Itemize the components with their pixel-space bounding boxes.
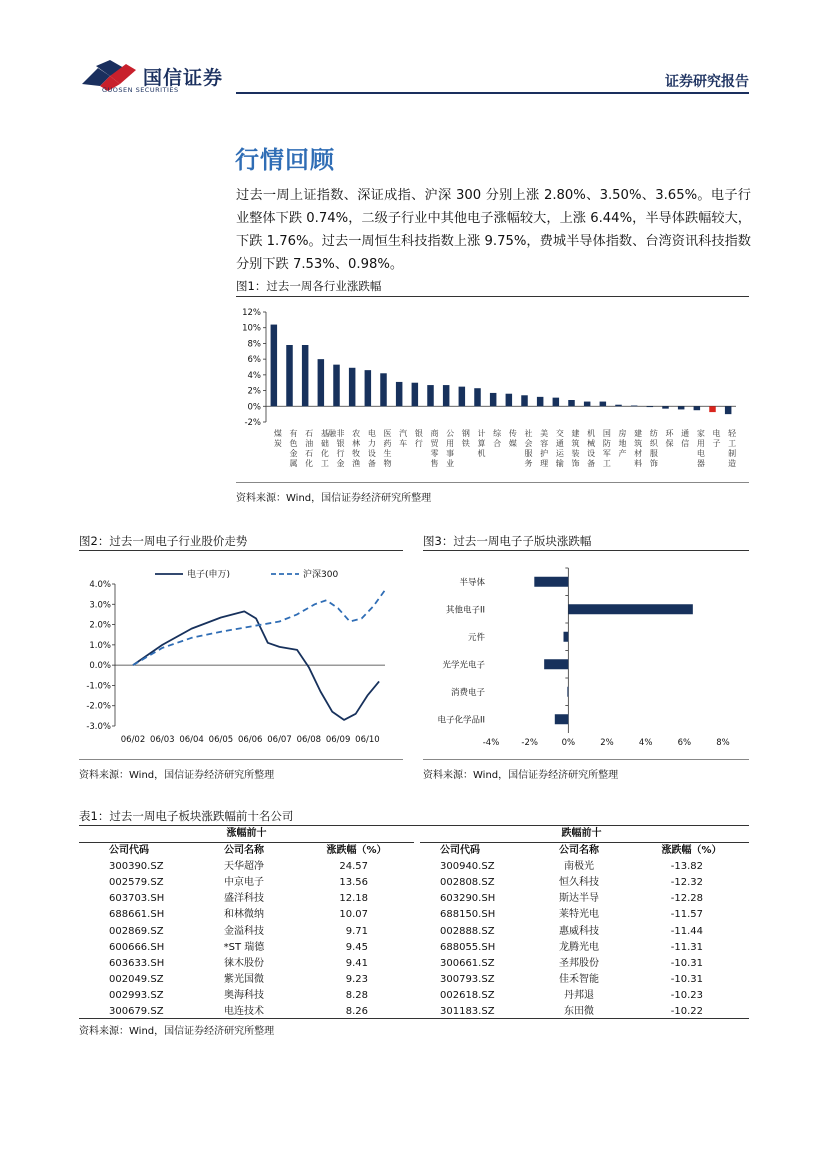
- category-label: 半导体: [459, 577, 485, 588]
- bar: [506, 394, 513, 407]
- table-row: [79, 940, 749, 956]
- x-category-char: 物: [383, 459, 392, 468]
- figure3-chart: [423, 556, 749, 756]
- bar: [380, 373, 387, 406]
- x-category-char: 药: [383, 439, 392, 448]
- x-category-char: 电: [712, 429, 721, 438]
- table-cell: 龙腾光电: [559, 941, 599, 953]
- table-cell: 24.57: [339, 861, 368, 873]
- x-category-char: 料: [634, 459, 643, 468]
- table1: [79, 826, 749, 1020]
- table-row: [79, 972, 749, 988]
- figure3-top-rule: [423, 550, 749, 551]
- x-category-char: 信: [681, 439, 690, 448]
- figure1-top-rule: [236, 296, 749, 297]
- col-header: 涨跌幅（%）: [661, 845, 722, 857]
- col-header: 公司代码: [440, 845, 480, 857]
- x-category-char: 金: [336, 459, 345, 468]
- table-row: [79, 988, 749, 1004]
- summary-paragraph: 过去一周上证指数、深证成指、沪深 300 分别上涨 2.80%、3.50%、3.65%。电子行业整体下跌 0.74%，二级子行业中其他电子涨幅较大，上涨 6.44%，半导体跌幅较大，下跌 1.76%。过去一周恒生科技指数上涨 9.75%，费城半导体指数、台湾资讯科技指数分别下跌 7.53%、0.98%。: [236, 188, 751, 272]
- x-tick-label: 06/04: [179, 735, 204, 745]
- y-tick-label: 2%: [247, 386, 261, 397]
- x-tick-label: 06/05: [208, 735, 234, 745]
- x-category-char: 建: [571, 429, 580, 438]
- figure1-title: 图1：过去一周各行业涨跌幅: [236, 279, 382, 293]
- x-category-char: 生: [383, 449, 392, 458]
- x-category-char: 饰: [571, 459, 580, 468]
- bar: [302, 345, 309, 406]
- report-type: 证券研究报告: [665, 74, 749, 90]
- y-tick-label: 3.0%: [89, 600, 111, 611]
- figure1-chart: [236, 300, 749, 480]
- table-cell: 奥海科技: [224, 989, 264, 1001]
- x-category-char: 电: [367, 429, 376, 438]
- bar: [568, 604, 693, 614]
- x-category-char: 工: [728, 439, 737, 448]
- x-category-char: 设: [587, 449, 596, 458]
- x-category-char: 纺: [649, 429, 658, 438]
- x-tick-label: 8%: [716, 738, 730, 748]
- bar: [443, 385, 450, 406]
- figure1-source: 资料来源：Wind，国信证券经济研究所整理: [236, 493, 432, 504]
- x-category-char: 色: [289, 439, 298, 448]
- table-cell: 丹邦退: [564, 989, 594, 1001]
- x-category-char: 用: [696, 439, 705, 448]
- category-label: 其他电子II: [445, 605, 485, 616]
- y-tick-label: 10%: [242, 323, 261, 334]
- table-cell: 603290.SH: [440, 893, 496, 905]
- x-category-char: 事: [446, 449, 455, 458]
- y-tick-label: 4%: [247, 370, 261, 381]
- table-cell: 002579.SZ: [109, 877, 164, 889]
- x-category-char: 煤: [273, 429, 282, 438]
- table-cell: 301183.SZ: [440, 1005, 495, 1017]
- y-tick-label: 4.0%: [89, 580, 111, 590]
- table-cell: 300793.SZ: [440, 973, 495, 985]
- table-cell: 300661.SZ: [440, 957, 495, 969]
- x-category-char: 计: [477, 429, 486, 438]
- x-category-char: 制: [728, 449, 737, 458]
- x-tick-label: -4%: [482, 738, 500, 748]
- header-rule: [236, 92, 749, 94]
- series-line: [133, 611, 379, 720]
- bar: [544, 659, 568, 669]
- table-cell: 恒久科技: [559, 877, 599, 889]
- bar: [271, 325, 278, 407]
- bar: [678, 406, 685, 409]
- x-category-char: 炭: [273, 439, 282, 448]
- x-tick-label: 06/09: [325, 735, 351, 745]
- figure1-bottom-rule: [236, 482, 749, 483]
- table-cell: 002869.SZ: [109, 925, 164, 937]
- bar: [349, 368, 356, 407]
- bar: [568, 400, 575, 406]
- x-tick-label: 06/10: [355, 735, 380, 745]
- x-category-char: 商: [430, 429, 439, 438]
- bar: [537, 397, 544, 406]
- table-cell: 13.56: [339, 877, 368, 889]
- x-category-char: 石: [305, 429, 314, 438]
- x-tick-label: 06/08: [296, 735, 322, 745]
- x-category-char: 基: [320, 429, 329, 438]
- table-cell: 002888.SZ: [440, 925, 495, 937]
- x-category-char: 行: [414, 439, 423, 448]
- x-category-char: 防: [602, 439, 611, 448]
- table1-title: 表1：过去一周电子板块涨跌幅前十名公司: [79, 809, 294, 823]
- x-category-char: 工: [602, 459, 611, 468]
- table-cell: 惠威科技: [559, 925, 599, 937]
- x-category-char: 化: [320, 449, 329, 458]
- x-category-char: 房: [618, 429, 627, 438]
- x-category-char: 售: [430, 459, 439, 468]
- x-category-char: 渔: [352, 459, 361, 468]
- col-header: 涨跌幅（%）: [326, 845, 387, 857]
- x-tick-label: 06/07: [267, 735, 292, 745]
- table-cell: -12.32: [670, 877, 703, 889]
- bar: [567, 687, 568, 697]
- losers-header: 跌幅前十: [561, 828, 602, 839]
- x-category-char: 筑: [634, 439, 643, 448]
- x-category-char: 油: [305, 439, 314, 448]
- x-category-char: 通: [555, 439, 564, 448]
- x-category-char: 产: [618, 449, 627, 458]
- x-category-char: 牧: [352, 449, 361, 458]
- x-tick-label: 06/03: [150, 735, 175, 745]
- x-category-char: 综: [493, 429, 502, 438]
- table-cell: -11.57: [670, 909, 703, 921]
- table-cell: -10.22: [670, 1005, 703, 1017]
- y-tick-label: -1.0%: [86, 681, 111, 692]
- x-category-char: 行: [336, 449, 345, 458]
- y-tick-label: 12%: [242, 308, 261, 318]
- bar: [631, 406, 638, 407]
- bar: [412, 383, 419, 407]
- x-category-char: 材: [634, 449, 643, 458]
- table-cell: 603633.SH: [109, 957, 165, 969]
- table-cell: 斯达半导: [559, 893, 599, 905]
- x-category-char: 非: [336, 429, 345, 438]
- table-cell: 中京电子: [224, 877, 264, 889]
- table-cell: 002993.SZ: [109, 989, 164, 1001]
- table-row: [79, 891, 749, 907]
- category-label: 元件: [467, 632, 485, 643]
- table-cell: 紫光国微: [224, 973, 264, 985]
- table-cell: 002808.SZ: [440, 877, 495, 889]
- x-tick-label: 2%: [600, 738, 614, 748]
- table-cell: -13.82: [670, 861, 703, 873]
- table-cell: -11.31: [670, 941, 703, 953]
- series-line: [133, 590, 385, 665]
- table-row: [79, 907, 749, 923]
- table-cell: 和林微纳: [224, 909, 264, 921]
- col-header: 公司名称: [559, 845, 599, 857]
- category-label: 消费电子: [450, 687, 485, 698]
- bar: [396, 382, 403, 406]
- table-cell: 莱特光电: [559, 909, 599, 921]
- x-category-char: 织: [649, 439, 658, 448]
- x-category-char: 通: [681, 429, 690, 438]
- y-tick-label: 1.0%: [89, 640, 111, 651]
- section-title: 行情回顾: [235, 146, 335, 174]
- table-cell: 9.45: [345, 941, 368, 953]
- bar: [555, 714, 569, 724]
- bar: [427, 385, 434, 406]
- x-category-char: 运: [555, 449, 564, 458]
- table-cell: 300679.SZ: [109, 1005, 164, 1017]
- category-label: 光学光电子: [442, 660, 485, 671]
- table-cell: 9.71: [345, 925, 368, 937]
- y-tick-label: -2.0%: [86, 701, 111, 712]
- bar: [694, 406, 701, 410]
- y-tick-label: 0%: [247, 402, 261, 413]
- bar: [521, 395, 528, 406]
- figure3-title: 图3：过去一周电子子版块涨跌幅: [423, 534, 592, 548]
- table-cell: 8.26: [345, 1005, 368, 1017]
- bar: [365, 370, 372, 406]
- table-cell: 盛洋科技: [224, 893, 264, 905]
- bar: [490, 393, 497, 406]
- figure2-top-rule: [79, 550, 403, 551]
- table-cell: 8.28: [345, 989, 368, 1001]
- x-category-char: 铁: [461, 439, 470, 448]
- table-cell: 10.07: [339, 909, 368, 921]
- x-category-char: 银: [336, 439, 345, 448]
- x-category-char: 交: [555, 429, 564, 438]
- figure2-chart: [79, 556, 403, 756]
- bar: [600, 402, 607, 407]
- x-tick-label: 4%: [638, 738, 653, 748]
- x-category-char: 器: [696, 459, 705, 468]
- gainers-header: 涨幅前十: [226, 828, 267, 839]
- x-category-char: 零: [430, 449, 439, 458]
- x-category-char: 金: [289, 449, 298, 458]
- bar: [534, 577, 568, 587]
- table-cell: 300390.SZ: [109, 861, 164, 873]
- bar: [647, 406, 654, 407]
- table-cell: 东田微: [564, 1005, 594, 1017]
- legend-label: 沪深300: [303, 570, 339, 580]
- bar: [553, 398, 560, 407]
- x-category-char: 算: [477, 439, 486, 448]
- x-category-char: 合: [493, 439, 502, 448]
- x-category-char: 业: [446, 459, 455, 468]
- x-category-char: 融: [328, 429, 336, 438]
- table-cell: 688150.SH: [440, 909, 496, 921]
- bar: [459, 387, 466, 407]
- x-tick-label: 06/06: [237, 735, 263, 745]
- x-category-char: 林: [352, 439, 361, 448]
- x-category-char: 输: [555, 459, 564, 468]
- table-row: [79, 923, 749, 939]
- x-category-char: 军: [602, 449, 611, 458]
- x-category-char: 设: [367, 449, 376, 458]
- y-tick-label: 8%: [247, 339, 261, 350]
- x-category-char: 机: [587, 429, 596, 438]
- x-category-char: 化: [305, 459, 314, 468]
- table-cell: 电连技术: [224, 1005, 264, 1017]
- table-cell: -10.31: [670, 957, 703, 969]
- x-category-char: 力: [367, 439, 376, 448]
- table-cell: 002049.SZ: [109, 973, 164, 985]
- x-category-char: 地: [618, 439, 627, 448]
- x-category-char: 家: [696, 429, 705, 438]
- x-tick-label: 6%: [677, 738, 692, 748]
- table-cell: 南极光: [564, 861, 594, 873]
- x-category-char: 美: [540, 429, 549, 438]
- table-cell: -12.28: [670, 893, 703, 905]
- bar: [615, 405, 622, 407]
- table-cell: -11.44: [670, 925, 703, 937]
- x-category-char: 医: [383, 429, 392, 438]
- x-category-char: 汽: [399, 429, 408, 438]
- figure2-title: 图2：过去一周电子行业股价走势: [79, 534, 248, 548]
- table-cell: 9.41: [345, 957, 368, 969]
- legend-label: 电子(申万): [187, 570, 231, 580]
- table-cell: 圣邦股份: [559, 957, 599, 969]
- table-cell: 天华超净: [224, 861, 264, 873]
- x-category-char: 农: [352, 429, 361, 438]
- x-category-char: 容: [540, 439, 549, 448]
- x-category-char: 造: [728, 459, 737, 468]
- x-category-char: 公: [446, 429, 455, 438]
- table-cell: 002618.SZ: [440, 989, 495, 1001]
- table-cell: 603703.SH: [109, 893, 165, 905]
- x-category-char: 媒: [508, 439, 517, 448]
- table-cell: 600666.SH: [109, 941, 165, 953]
- x-category-char: 筑: [571, 439, 580, 448]
- figure3-source: 资料来源：Wind，国信证券经济研究所整理: [423, 770, 619, 781]
- x-category-char: 建: [634, 429, 643, 438]
- logo-cn-text: 国信证券: [143, 67, 224, 89]
- bar: [318, 359, 325, 406]
- table1-source: 资料来源：Wind，国信证券经济研究所整理: [79, 1026, 275, 1037]
- table-row: [79, 875, 749, 891]
- x-category-char: 石: [305, 449, 314, 458]
- bar: [709, 406, 716, 412]
- x-category-char: 服: [524, 449, 533, 458]
- bar: [564, 632, 569, 642]
- x-category-char: 轻: [728, 429, 737, 438]
- x-category-char: 有: [289, 429, 298, 438]
- table-cell: 12.18: [339, 893, 368, 905]
- table-cell: 688661.SH: [109, 909, 165, 921]
- figure2-bottom-rule: [79, 759, 403, 760]
- y-tick-label: -2%: [244, 418, 261, 428]
- bar: [474, 388, 481, 406]
- x-category-char: 电: [696, 449, 705, 458]
- x-category-char: 钢: [461, 429, 470, 438]
- x-category-char: 贸: [430, 439, 439, 448]
- x-category-char: 护: [540, 449, 549, 458]
- x-category-char: 备: [367, 459, 376, 468]
- table-cell: *ST 瑞德: [223, 941, 265, 953]
- y-tick-label: 2.0%: [89, 620, 111, 631]
- y-tick-label: 6%: [247, 355, 261, 366]
- x-category-char: 国: [602, 429, 611, 438]
- x-category-char: 饰: [649, 459, 658, 468]
- table-cell: 300940.SZ: [440, 861, 495, 873]
- x-category-char: 传: [508, 429, 517, 438]
- x-category-char: 理: [540, 459, 549, 468]
- x-category-char: 环: [665, 429, 674, 438]
- table-cell: -10.23: [670, 989, 703, 1001]
- table-cell: 佳禾智能: [559, 973, 599, 985]
- top10-table: [79, 843, 749, 1020]
- x-category-char: 社: [524, 429, 533, 438]
- table-row: [79, 956, 749, 972]
- x-category-char: 装: [571, 449, 580, 458]
- x-category-char: 用: [446, 439, 455, 448]
- table-row: [79, 859, 749, 875]
- bar: [662, 406, 669, 408]
- table-cell: 9.23: [345, 973, 368, 985]
- col-header: 公司代码: [109, 845, 149, 857]
- x-category-char: 会: [524, 439, 533, 448]
- y-tick-label: 0.0%: [89, 661, 111, 672]
- x-category-char: 子: [712, 439, 721, 448]
- x-category-char: 保: [665, 439, 674, 448]
- table-header-row: [79, 843, 749, 859]
- bar: [584, 402, 591, 407]
- figure2-source: 资料来源：Wind，国信证券经济研究所整理: [79, 770, 275, 781]
- x-category-char: 属: [289, 459, 298, 468]
- figure3-bottom-rule: [423, 759, 749, 760]
- col-header: 公司名称: [224, 845, 264, 857]
- x-category-char: 机: [477, 449, 486, 458]
- table1-bottom-rule: [79, 1018, 749, 1019]
- table-cell: 688055.SH: [440, 941, 496, 953]
- logo-en-text: GUOSEN SECURITIES: [102, 86, 179, 94]
- x-category-char: 械: [587, 439, 596, 448]
- table-cell: -10.31: [670, 973, 703, 985]
- x-category-char: 务: [524, 459, 533, 468]
- x-category-char: 银: [414, 429, 423, 438]
- x-category-char: 服: [649, 449, 658, 458]
- y-tick-label: -3.0%: [86, 722, 111, 732]
- x-tick-label: 06/02: [120, 735, 146, 745]
- x-category-char: 工: [320, 459, 329, 468]
- x-tick-label: -2%: [521, 738, 538, 748]
- bar: [333, 365, 340, 407]
- x-category-char: 车: [399, 439, 408, 448]
- bar: [286, 345, 293, 406]
- table-cell: 徕木股份: [224, 957, 264, 969]
- x-category-char: 础: [320, 439, 329, 448]
- x-tick-label: 0%: [561, 738, 576, 748]
- category-label: 电子化学品II: [437, 715, 485, 726]
- table-cell: 金溢科技: [224, 925, 264, 937]
- x-category-char: 备: [587, 459, 596, 468]
- bar: [725, 406, 732, 414]
